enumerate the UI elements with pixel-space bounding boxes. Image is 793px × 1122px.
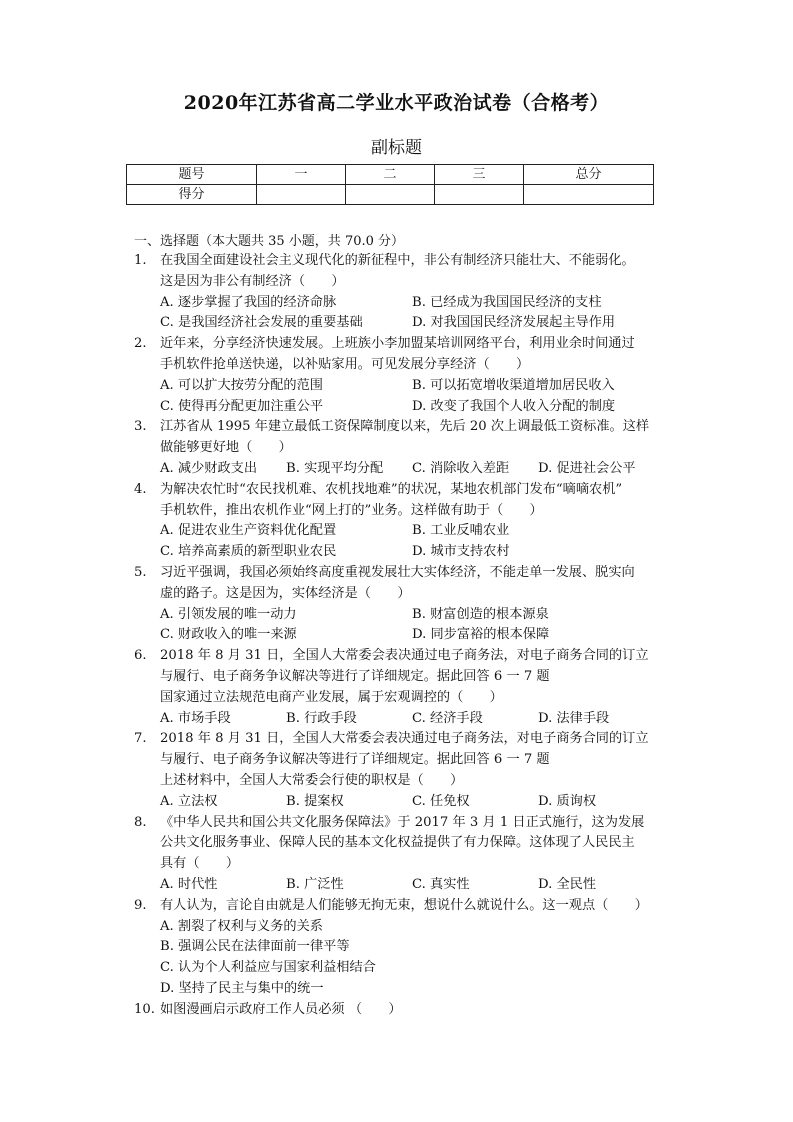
answer-option[interactable]: B. 实现平均分配 [286,460,384,476]
question-item [134,563,674,646]
question-number: 1. [134,253,147,268]
question-stem-line: 这是因为非公有制经济（ ） [160,273,345,289]
option-row [160,397,674,418]
question-item [134,729,674,812]
score-cell[interactable] [346,185,435,205]
option-row [160,459,674,480]
answer-option[interactable]: A. 逐步掌握了我国的经济命脉 [160,294,337,310]
answer-option[interactable]: B. 可以拓宽增收渠道增加居民收入 [412,377,615,393]
question-body [160,563,674,646]
option-row [160,605,674,626]
exam-subtitle: 副标题 [371,138,422,158]
score-table [126,164,654,205]
question-item [134,813,674,896]
question-stem-line: 2018 年 8 月 31 日，全国人大常委会表决通过电子商务法，对电子商务合同的订立 [160,648,649,664]
answer-option[interactable]: D. 促进社会公平 [538,460,636,476]
answer-option[interactable]: D. 同步富裕的根本保障 [412,627,550,643]
score-cell[interactable] [524,185,654,205]
answer-option[interactable]: D. 城市支持农村 [412,544,510,560]
question-item [134,646,674,729]
question-stem-line: 与履行、电子商务争议解决等进行了详细规定。据此回答 6 一 7 题 [160,668,550,684]
question-body [160,1000,674,1021]
question-body [160,813,674,896]
answer-option[interactable]: B. 工业反哺农业 [412,523,510,539]
answer-option[interactable]: C. 消除收入差距 [412,460,510,476]
answer-option[interactable]: A. 市场手段 [160,710,231,726]
question-stem-line: 上述材料中，全国人大常委会行使的职权是（ ） [160,772,464,788]
question-number: 2. [134,336,147,352]
answer-option[interactable]: C. 培养高素质的新型职业农民 [160,544,337,560]
question-stem-line: 习近平强调，我国必须始终高度重视发展壮大实体经济，不能走单一发展、脱实向 [160,564,635,580]
answer-option[interactable]: B. 行政手段 [286,710,357,726]
answer-option[interactable]: B. 强调公民在法律面前一律平等 [160,939,350,955]
question-list [134,251,674,1020]
answer-option[interactable]: A. 可以扩大按劳分配的范围 [160,377,323,393]
score-table-score-row [127,185,654,205]
question-stem-line: 为解决农忙时“农民找机难、农机找地难”的状况，某地农机部门发布“嘀嘀农机” [160,481,623,497]
question-item [134,480,674,563]
answer-option[interactable]: D. 全民性 [538,876,597,892]
question-stem-line: 手机软件，推出农机作业“网上打的”业务。这样做有助于（ ） [160,502,543,518]
question-number: 7. [134,731,147,747]
question-number: 4. [134,481,147,497]
question-number: 10. [134,1001,155,1017]
option-row [160,521,674,542]
question-stem-line: 手机软件抢单送快递，以补贴家用。可见发展分享经济（ ） [160,356,530,372]
answer-option[interactable]: D. 对我国国民经济发展起主导作用 [412,315,616,331]
question-stem-line: 《中华人民共和国公共文化服务保障法》于 2017 年 3 月 1 日正式施行，这为发展 [160,814,645,830]
question-item [134,896,674,1000]
option-row [160,293,674,314]
question-stem-line: 做能够更好地（ ） [160,440,292,456]
question-stem-line: 有人认为，言论自由就是人们能够无拘无束，想说什么就说什么。这一观点（ ） [160,897,648,913]
question-number: 3. [134,419,147,435]
section-heading: 一、选择题（本大题共 35 小题，共 70.0 分） [134,234,405,249]
answer-option[interactable]: A. 促进农业生产资料优化配置 [160,523,337,539]
question-stem-line: 具有（ ） [160,856,240,872]
question-body [160,896,674,1000]
question-body [160,729,674,812]
option-row [160,313,674,334]
option-row [160,875,674,896]
question-stem-line: 如图漫画启示政府工作人员必须 （ ） [160,1001,402,1017]
option-row [160,376,674,397]
score-header-cell: 一 [257,165,346,185]
question-body [160,646,674,729]
question-stem-line: 公共文化服务事业、保障人民的基本文化权益提供了有力保障。这体现了人民民主 [160,835,635,851]
question-number: 6. [134,648,147,664]
answer-option[interactable]: A. 割裂了权利与义务的关系 [160,918,323,934]
answer-option[interactable]: D. 改变了我国个人收入分配的制度 [412,398,616,414]
score-cell[interactable] [435,185,524,205]
question-stem-line: 近年来，分享经济快速发展。上班族小李加盟某培训网络平台，利用业余时间通过 [160,336,635,352]
answer-option[interactable]: D. 法律手段 [538,710,610,726]
score-table-header-row [127,165,654,185]
answer-option[interactable]: C. 认为个人利益应与国家利益相结合 [160,960,376,976]
score-header-cell: 二 [346,165,435,185]
answer-option[interactable]: C. 真实性 [412,876,470,892]
question-stem-line: 虚的路子。这是因为，实体经济是（ ） [160,585,411,601]
question-item [134,334,674,417]
answer-option[interactable]: A. 时代性 [160,876,218,892]
question-stem-line: 与履行、电子商务争议解决等进行了详细规定。据此回答 6 一 7 题 [160,752,550,768]
answer-option[interactable]: A. 立法权 [160,793,218,809]
option-row [160,625,674,646]
answer-option[interactable]: C. 任免权 [412,793,470,809]
option-row [160,542,674,563]
answer-option[interactable]: C. 财政收入的唯一来源 [160,627,297,643]
answer-option[interactable]: D. 坚持了民主与集中的统一 [160,980,324,996]
question-stem-line: 国家通过立法规范电商产业发展，属于宏观调控的（ ） [160,689,503,705]
question-item [134,417,674,479]
question-stem-line: 江苏省从 1995 年建立最低工资保障制度以来，先后 20 次上调最低工资标准。这样 [160,419,650,435]
answer-option[interactable]: A. 减少财政支出 [160,460,258,476]
answer-option[interactable]: C. 是我国经济社会发展的重要基础 [160,315,363,331]
answer-option[interactable]: D. 质询权 [538,793,597,809]
question-item [134,251,674,334]
question-stem-line: 2018 年 8 月 31 日，全国人大常委会表决通过电子商务法，对电子商务合同的订立 [160,731,649,747]
answer-option[interactable]: B. 已经成为我国国民经济的支柱 [412,294,602,310]
question-stem-line: 在我国全面建设社会主义现代化的新征程中，非公有制经济只能壮大、不能弱化。 [160,253,635,268]
score-header-cell: 题号 [127,165,257,185]
question-body [160,334,674,417]
question-number: 9. [134,897,147,913]
score-header-cell: 三 [435,165,524,185]
question-body [160,480,674,563]
answer-option[interactable]: C. 使得再分配更加注重公平 [160,398,324,414]
answer-option[interactable]: C. 经济手段 [412,710,483,726]
answer-option[interactable]: B. 广泛性 [286,876,344,892]
question-number: 5. [134,564,147,580]
answer-option[interactable]: A. 引领发展的唯一动力 [160,606,297,622]
option-row [160,792,674,813]
question-number: 8. [134,814,147,830]
score-header-cell: 总分 [524,165,654,185]
question-item [134,1000,674,1021]
score-row-label: 得分 [127,185,257,205]
option-row [160,709,674,730]
answer-option[interactable]: B. 提案权 [286,793,344,809]
exam-title: 2020年江苏省高二学业水平政治试卷（合格考） [183,92,610,114]
question-body [160,251,674,334]
answer-option[interactable]: B. 财富创造的根本源泉 [412,606,549,622]
question-body [160,417,674,479]
score-cell[interactable] [257,185,346,205]
